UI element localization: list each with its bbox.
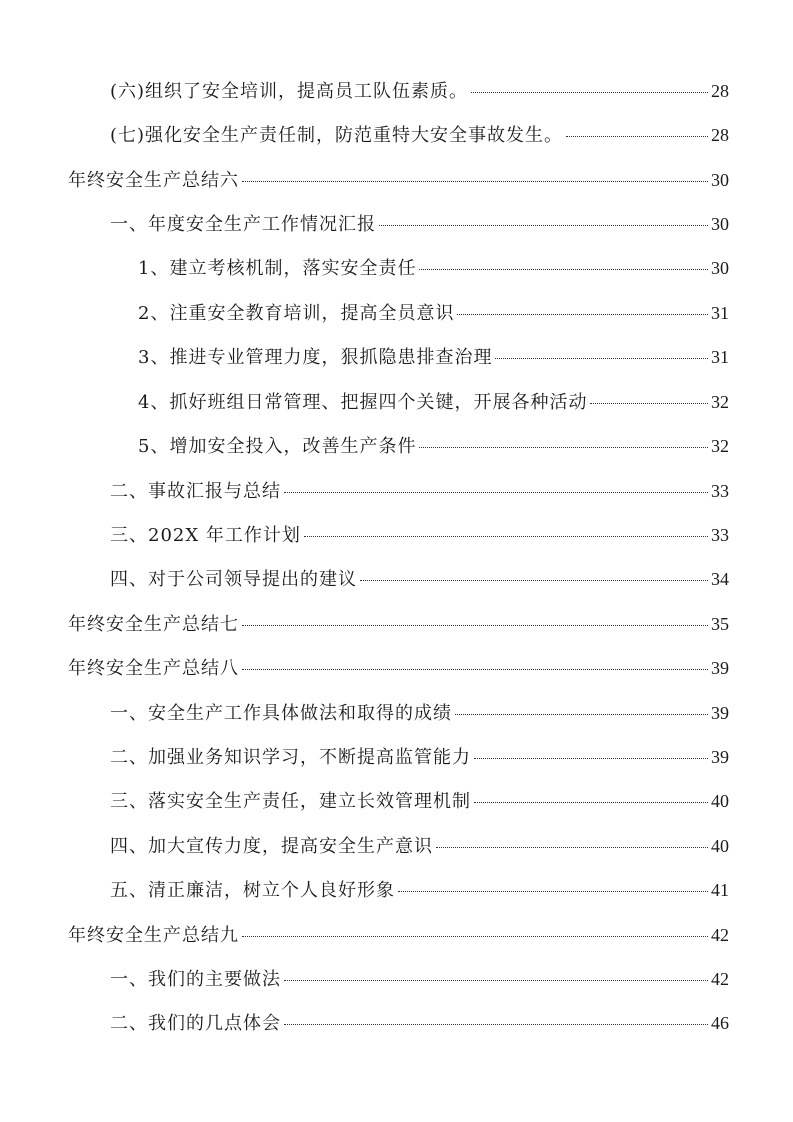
toc-entry-page: 33 [711, 525, 729, 545]
toc-entry[interactable] [110, 834, 729, 859]
toc-entry[interactable] [110, 479, 729, 504]
dot-leader [474, 802, 708, 803]
dot-leader [590, 403, 708, 404]
toc-entry[interactable] [110, 79, 729, 104]
toc-entry-label: 三、落实安全生产责任，建立长效管理机制 [110, 791, 471, 812]
toc-entry-label: 二、加强业务知识学习，不断提高监管能力 [110, 747, 471, 768]
toc-entry[interactable] [110, 878, 729, 903]
toc-entry[interactable] [110, 701, 729, 726]
toc-entry-page: 39 [711, 658, 729, 678]
toc-entry[interactable] [110, 789, 729, 814]
toc-entry-label: 一、安全生产工作具体做法和取得的成绩 [110, 703, 452, 724]
toc-entry[interactable] [138, 390, 729, 415]
toc-entry[interactable] [110, 567, 729, 592]
dot-leader [360, 580, 708, 581]
dot-leader [419, 447, 708, 448]
dot-leader [471, 92, 708, 93]
toc-entry-label: 年终安全生产总结九 [68, 925, 239, 946]
toc-entry-page: 41 [711, 880, 729, 900]
toc-entry-page: 33 [711, 481, 729, 501]
toc-entry-label: 2、注重安全教育培训，提高全员意识 [138, 303, 455, 324]
toc-entry-page: 31 [711, 303, 729, 323]
toc-entry-page: 46 [711, 1013, 729, 1033]
toc-entry-page: 42 [711, 925, 729, 945]
dot-leader [436, 847, 708, 848]
dot-leader [495, 358, 708, 359]
toc-entry[interactable] [110, 1011, 729, 1036]
toc-entry-page: 42 [711, 969, 729, 989]
dot-leader [242, 936, 708, 937]
dot-leader [284, 980, 708, 981]
toc-entry-page: 40 [711, 836, 729, 856]
toc-entry-label: 4、抓好班组日常管理、把握四个关键，开展各种活动 [138, 392, 588, 413]
toc-entry-label: 四、加大宣传力度，提高安全生产意识 [110, 836, 433, 857]
toc-entry-label: 5、增加安全投入，改善生产条件 [138, 436, 417, 457]
toc-entry[interactable] [110, 967, 729, 992]
dot-leader [304, 536, 708, 537]
dot-leader [398, 891, 708, 892]
toc-entry-page: 35 [711, 614, 729, 634]
toc-entry-label: 二、事故汇报与总结 [110, 481, 281, 502]
toc-entry-page: 32 [711, 436, 729, 456]
toc-entry-label: 年终安全生产总结六 [68, 170, 239, 191]
toc-entry-page: 30 [711, 214, 729, 234]
dot-leader [379, 225, 708, 226]
dot-leader [242, 181, 708, 182]
toc-entry-label: (六)组织了安全培训，提高员工队伍素质。 [110, 81, 469, 102]
toc-entry-label: 四、对于公司领导提出的建议 [110, 569, 357, 590]
toc-entry[interactable] [138, 345, 729, 370]
toc-entry-page: 28 [711, 81, 729, 101]
toc-entry-label: 年终安全生产总结八 [68, 658, 239, 679]
toc-entry-page: 28 [711, 125, 729, 145]
toc-entry[interactable] [68, 612, 729, 637]
toc-entry-label: 三、202X 年工作计划 [110, 525, 301, 546]
toc-entry[interactable] [138, 256, 729, 281]
toc-entry-label: 一、年度安全生产工作情况汇报 [110, 214, 376, 235]
dot-leader [242, 669, 708, 670]
toc-entry[interactable] [110, 123, 729, 148]
toc-entry-page: 30 [711, 258, 729, 278]
toc-entry-page: 39 [711, 703, 729, 723]
toc-entry-page: 40 [711, 791, 729, 811]
toc-entry-page: 39 [711, 747, 729, 767]
dot-leader [566, 136, 708, 137]
toc-entry-label: 年终安全生产总结七 [68, 614, 239, 635]
toc-entry[interactable] [110, 523, 729, 548]
toc-entry[interactable] [68, 168, 729, 193]
toc-entry[interactable] [138, 301, 729, 326]
dot-leader [455, 714, 708, 715]
toc-entry-label: (七)强化安全生产责任制，防范重特大安全事故发生。 [110, 125, 564, 146]
dot-leader [242, 625, 708, 626]
toc-entry[interactable] [110, 212, 729, 237]
toc-entry-page: 32 [711, 392, 729, 412]
dot-leader [419, 269, 708, 270]
dot-leader [474, 758, 708, 759]
dot-leader [284, 1024, 708, 1025]
toc-entry-page: 30 [711, 170, 729, 190]
toc-entry[interactable] [68, 656, 729, 681]
dot-leader [457, 314, 708, 315]
toc-entry-label: 3、推进专业管理力度，狠抓隐患排查治理 [138, 347, 493, 368]
toc-entry-label: 五、清正廉洁，树立个人良好形象 [110, 880, 395, 901]
toc-entry-label: 一、我们的主要做法 [110, 969, 281, 990]
toc-entry-page: 34 [711, 569, 729, 589]
toc-entry[interactable] [68, 923, 729, 948]
toc-entry-page: 31 [711, 347, 729, 367]
dot-leader [284, 492, 708, 493]
toc-entry-label: 1、建立考核机制，落实安全责任 [138, 258, 417, 279]
toc-entry[interactable] [138, 434, 729, 459]
toc-entry-label: 二、我们的几点体会 [110, 1013, 281, 1034]
toc-entry[interactable] [110, 745, 729, 770]
